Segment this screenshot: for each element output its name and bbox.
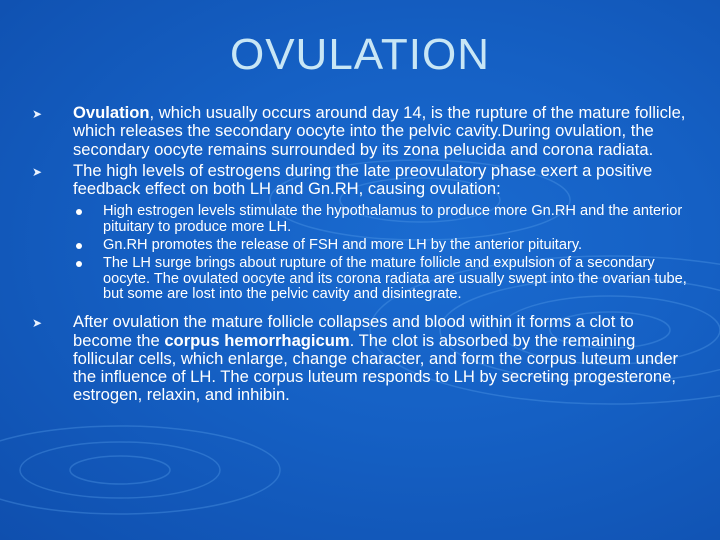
- sub-bullet-text: The LH surge brings about rupture of the mature follicle and expulsion of a secondary oocyte. The ovulated oocyte and its corona radiata are usually swept into the ovarian tube, but some are lost into the pelvic cavity and disintegrate.: [103, 254, 687, 303]
- bullet-text: The high levels of estrogens during the late preovulatory phase exert a positive feedback effect on both LH and Gn.RH, causing ovulation:: [73, 160, 653, 199]
- arrow-bullet-icon: ➤: [32, 164, 43, 179]
- arrow-bullet-icon: ➤: [32, 316, 43, 331]
- bullet-ovulation-definition: [32, 103, 690, 159]
- bullet-estrogen-feedback: [32, 160, 690, 199]
- sub-bullet-text: Gn.RH promotes the release of FSH and more LH by the anterior pituitary.: [103, 237, 583, 254]
- sub-bullet-gnrh: [103, 238, 690, 254]
- term-corpus-hemorrhagicum: corpus hemorrhagicum: [164, 330, 350, 350]
- arrow-bullet-icon: ➤: [32, 107, 43, 121]
- sub-bullet-text: High estrogen levels stimulate the hypothalamus to produce more Gn.RH and the anterior pituitary to produce more LH.: [103, 203, 683, 236]
- bullet-text: . The clot is absorbed by the remaining follicular cells, which enlarge, change character, and form the corpus luteum under the influence of LH. The corpus luteum responds to LH by secreting progesterone, estrogen, relaxin, and inhibin.: [73, 330, 679, 405]
- dot-bullet-icon: [76, 261, 82, 267]
- sub-bullet-estrogen: [103, 204, 690, 236]
- dot-bullet-icon: [76, 209, 82, 215]
- sub-bullet-lh-surge: [103, 256, 690, 303]
- slide-content: [32, 103, 690, 405]
- bullet-text: After ovulation the mature follicle collapses and blood within it forms a clot to become the: [73, 312, 634, 350]
- slide-title: OVULATION: [229, 30, 490, 79]
- bullet-after-ovulation: [32, 312, 690, 405]
- term-ovulation: Ovulation: [73, 103, 150, 122]
- dot-bullet-icon: [76, 243, 82, 249]
- sub-bullet-list: [60, 204, 690, 303]
- bullet-text: , which usually occurs around day 14, is the rupture of the mature follicle, which releases the secondary oocyte into the pelvic cavity.During ovulation, the secondary oocyte remains surrounded by its zona pelucida and corona radiata.: [73, 103, 686, 159]
